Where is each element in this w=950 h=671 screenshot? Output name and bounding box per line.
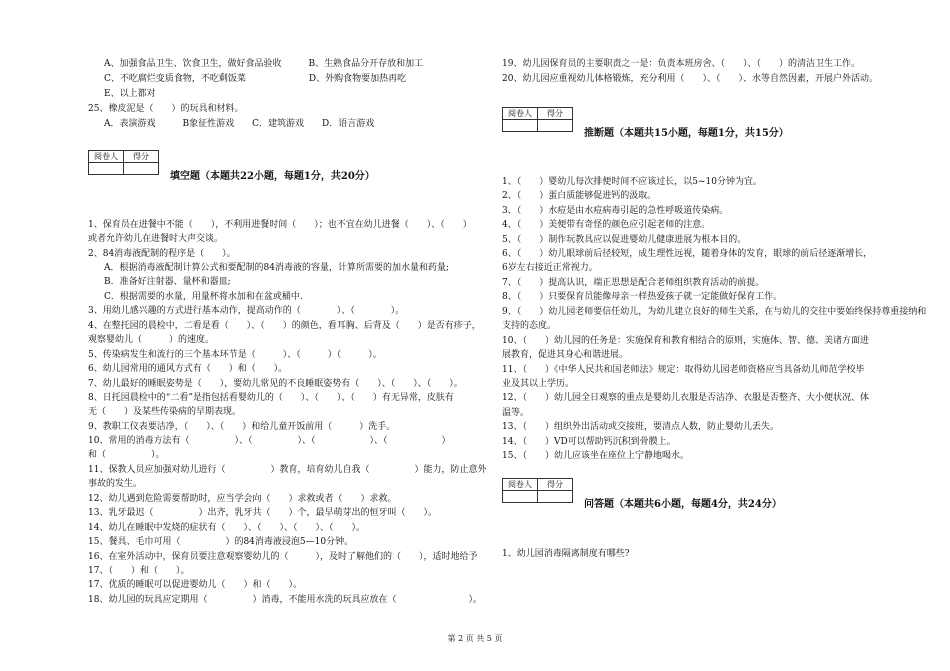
fill-line: 无（ ）及某些传染病的早期表现。 xyxy=(88,407,242,417)
question-25: 25、橡皮泥是（ ）的玩具和材料。 xyxy=(88,104,244,114)
fill-line: 观察婴幼儿（ ）的速度。 xyxy=(88,335,215,345)
option-line: A、加强食品卫生、饮食卫生，做好食品验收 B、生熟食品分开存放和加工 xyxy=(104,59,424,69)
question-19: 19、幼儿园保育员的主要职责之一是：负责本班房舍、（ ）、（ ）的清洁卫生工作。 xyxy=(502,59,860,69)
fill-line: 9、教职工仪表要洁净，（ ）、（ ）和给儿童开饭前用（ ）洗手。 xyxy=(88,422,396,432)
judge-line: 2、（ ）蛋白质能够促进钙的汲取。 xyxy=(502,191,657,201)
qa-line: 1、幼儿园消毒隔离制度有哪些? xyxy=(502,549,630,559)
fill-line: 4、在整托园的晨检中，二看是看（ ）、（ ）的颜色，看耳胸、后背及（ ）是否有疹子， xyxy=(88,321,481,331)
reviewer-label: 阅卷人 xyxy=(503,479,538,491)
judge-line: 10、（ ）幼儿园的任务是：实施保育和教育相结合的原则，实施体、智、德、美诸方面进 xyxy=(502,336,869,346)
fill-line: 17、（ ）和（ ）。 xyxy=(88,566,190,576)
fill-line: 和（ ）。 xyxy=(88,450,165,460)
judge-line: 14、（ ）VD可以帮助钙沉积到骨膜上。 xyxy=(502,437,676,447)
fill-line: 2、84消毒液配制的程序是（ ）。 xyxy=(88,249,236,259)
judge-line: 温等。 xyxy=(502,408,530,418)
fill-line: 6、幼儿园常用的通风方式有（ ）和（ ）。 xyxy=(88,364,288,374)
fill-line: 13、乳牙最迟（ ）出齐，乳牙共（ ）个，最早萌芽出的恒牙叫（ ）。 xyxy=(88,508,437,518)
qa-section-title: 问答题（本题共6小题，每题4分，共24分） xyxy=(584,499,782,510)
fill-section-title: 填空题（本题共22小题，每题1分，共20分） xyxy=(170,171,375,182)
judge-line: 1、（ ）婴幼儿每次排便时间不应该过长，以5~10分钟为宜。 xyxy=(502,177,762,187)
fill-line: 15、餐具、毛巾可用（ ）的84消毒液浸泡5—10分钟。 xyxy=(88,537,354,547)
score-cell xyxy=(124,163,159,175)
judge-line: 4、（ ）美便带有奇怪的颜色应引起老师的注意。 xyxy=(502,220,711,230)
reviewer-label: 阅卷人 xyxy=(89,151,124,163)
fill-line: C．根据需要的水量，用量杯将水加和在盆或桶中. xyxy=(104,292,303,302)
judge-line: 5、（ ）制作玩教具应以促进婴幼儿健康进展为根本目的。 xyxy=(502,235,747,245)
fill-line: 10、常用的消毒方法有（ ）、（ ）、（ ）、（ ） xyxy=(88,436,451,446)
judge-line: 9、（ ）幼儿园老师要信任幼儿，为幼儿建立良好的师生关系，在与幼儿的交往中要始终保持尊重接纳和 xyxy=(502,307,927,317)
fill-line: 17、优质的睡眠可以促进婴幼儿（ ）和（ ）。 xyxy=(88,580,302,590)
option-line: C、不吃腐烂变质食物，不吃剩饭菜 D、外购食物要加热再吃 xyxy=(104,74,407,84)
judge-line: 6、（ ）幼儿眼球前后径较短，成生理性远视，随着身体的发育，眼球的前后径逐渐增长， xyxy=(502,249,873,259)
fill-line: 5、传染病发生和流行的三个基本环节是（ ）、（ ）（ ）。 xyxy=(88,350,382,360)
page-footer: 第 2 页 共 5 页 xyxy=(447,634,503,643)
fill-line: 8、日托园晨检中的“二看”是指包括看婴幼儿的（ ）、（ ）、（ ）有无异常，皮肤有 xyxy=(88,393,454,403)
fill-line: 12、幼儿遇到危险需要帮助时，应当学会向（ ）求救或者（ ）求救。 xyxy=(88,494,397,504)
judge-section-title: 推断题（本题共15小题，每题1分，共15分） xyxy=(584,128,789,139)
judge-line: 业及其以上学历。 xyxy=(502,379,575,389)
score-label: 得分 xyxy=(538,108,573,120)
score-cell xyxy=(538,120,573,132)
option-line: A．表演游戏 B象征性游戏 C．建筑游戏 D．语言游戏 xyxy=(104,119,375,129)
judge-line: 3、（ ）水痘是由水痘病毒引起的急性呼吸道传染病。 xyxy=(502,206,729,216)
reviewer-cell xyxy=(89,163,124,175)
score-label: 得分 xyxy=(538,479,573,491)
score-box-judge xyxy=(502,107,573,132)
fill-line: 16、在室外活动中，保育员要注意观察婴幼儿的（ ），及时了解他们的（ ），适时地给予 xyxy=(88,552,478,562)
fill-line: 18、幼儿园的玩具应定期用（ ）消毒，不能用水洗的玩具应放在（ ）。 xyxy=(88,595,482,605)
fill-line: B．准备好注射器、量杯和器皿; xyxy=(104,277,231,287)
fill-line: 1、保育员在进餐中不能（ ），不利用进餐时间（ ）；也不宜在幼儿进餐（ ）、（ ） xyxy=(88,220,472,230)
judge-line: 6岁左右接近正常视力。 xyxy=(502,263,598,273)
judge-line: 13、（ ）组织外出活动或交接班，要清点人数，防止婴幼儿丢失。 xyxy=(502,422,779,432)
fill-line: 3、用幼儿感兴趣的方式进行基本动作，提高动作的（ ）、（ ）。 xyxy=(88,306,405,316)
reviewer-cell xyxy=(503,491,538,503)
fill-line: 7、幼儿最好的睡眠姿势是（ ），要幼儿常见的不良睡眠姿势有（ ）、（ ）、（ ）。 xyxy=(88,379,463,389)
score-box-qa xyxy=(502,478,573,503)
score-cell xyxy=(538,491,573,503)
score-box-fill xyxy=(88,150,159,175)
reviewer-cell xyxy=(503,120,538,132)
fill-line: 11、保教人员应加强对幼儿进行（ ）教育，培育幼儿自我（ ）能力，防止意外 xyxy=(88,465,487,475)
judge-line: 11、（ ）《中华人民共和国老师法》规定：取得幼儿园老师资格应当具备幼儿师范学校毕 xyxy=(502,365,865,375)
reviewer-label: 阅卷人 xyxy=(503,108,538,120)
judge-line: 12、（ ）幼儿园全日观察的重点是婴幼儿衣服是否洁净、衣服是否整齐、大小便状况、体 xyxy=(502,393,869,403)
score-label: 得分 xyxy=(124,151,159,163)
judge-line: 7、（ ）提高认识，端正思想是配合老师组织教育活动的前提。 xyxy=(502,278,765,288)
judge-line: 8、（ ）只要保育员能像母亲一样热爱孩子就一定能做好保育工作。 xyxy=(502,292,783,302)
judge-line: 展教育，促进其身心和谐进展。 xyxy=(502,350,629,360)
fill-line: 事故的发生。 xyxy=(88,479,143,489)
fill-line: 或者允许幼儿在进餐时大声交谈。 xyxy=(88,234,224,244)
fill-line: A．根据消毒液配制计算公式和要配制的84消毒液的容量，计算所需要的加水量和药量; xyxy=(104,263,449,273)
question-20: 20、幼儿园应重视幼儿体格锻炼，充分利用（ ）、（ ）、水等自然因素，开展户外活动。 xyxy=(502,74,878,84)
judge-line: 15、（ ）幼儿应该坐在座位上宁静地喝水。 xyxy=(502,451,689,461)
fill-line: 14、幼儿在睡眠中发烧的症状有（ ）、（ ）、（ ）、（ ）。 xyxy=(88,523,365,533)
judge-line: 支持的态度。 xyxy=(502,321,557,331)
option-line: E、以上都对 xyxy=(104,89,156,99)
